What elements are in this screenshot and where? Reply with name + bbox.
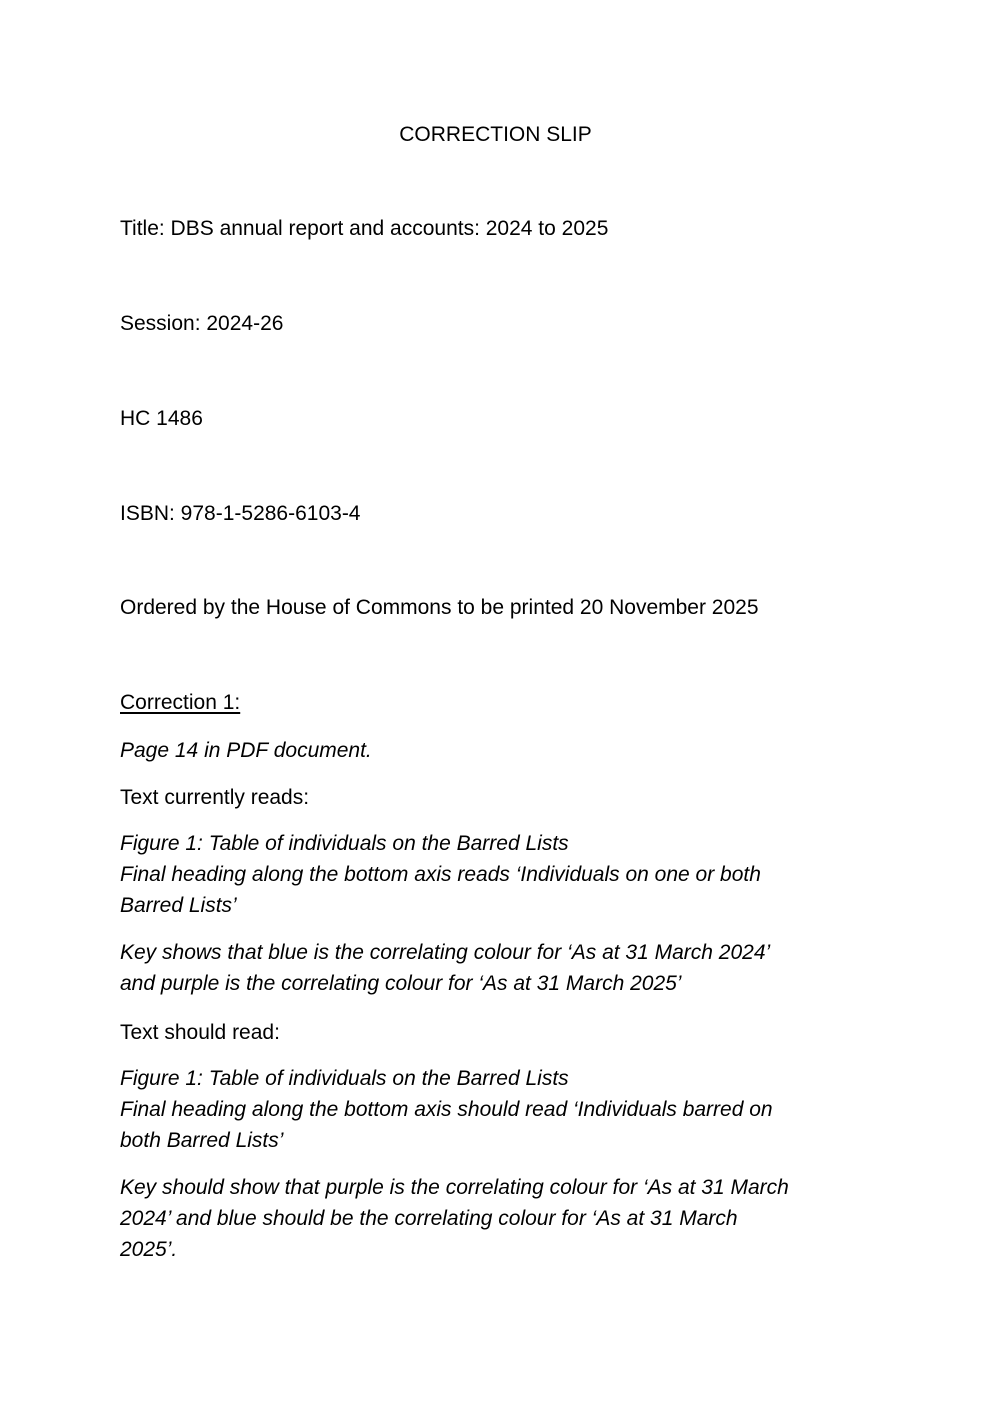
- corrected-figure-caption: Figure 1: Table of individuals on the Barred Lists: [120, 1067, 569, 1090]
- current-text-label: Text currently reads:: [120, 786, 310, 809]
- correction-label: Correction 1:: [120, 691, 241, 714]
- current-figure-caption: Figure 1: Table of individuals on the Barred Lists: [120, 832, 569, 855]
- correction-location: Page 14 in PDF document.: [120, 739, 372, 762]
- corrected-text-block: [120, 1063, 880, 1156]
- hc-number-line: HC 1486: [120, 407, 203, 430]
- ordered-line: Ordered by the House of Commons to be printed 20 November 2025: [120, 596, 759, 619]
- corrected-axis-heading: Final heading along the bottom axis should read ‘Individuals barred on: [120, 1098, 773, 1121]
- current-key-line-2: and purple is the correlating colour for ‘As at 31 March 2025’: [120, 972, 682, 995]
- current-axis-heading-cont: Barred Lists’: [120, 894, 237, 917]
- corrected-key-block: [120, 1172, 880, 1265]
- session-line: Session: 2024-26: [120, 312, 284, 335]
- current-text-block: [120, 828, 880, 921]
- corrected-key-line-1: Key should show that purple is the correlating colour for ‘As at 31 March: [120, 1176, 789, 1199]
- corrected-key-line-3: 2025’.: [120, 1238, 178, 1261]
- page-title: CORRECTION SLIP: [399, 123, 592, 146]
- corrected-key-line-2: 2024’ and blue should be the correlating colour for ‘As at 31 March: [120, 1207, 738, 1230]
- isbn-line: ISBN: 978-1-5286-6103-4: [120, 502, 361, 525]
- corrected-axis-heading-cont: both Barred Lists’: [120, 1129, 284, 1152]
- current-axis-heading: Final heading along the bottom axis reads ‘Individuals on one or both: [120, 863, 761, 886]
- document-title-line: Title: DBS annual report and accounts: 2024 to 2025: [120, 217, 609, 240]
- corrected-text-label: Text should read:: [120, 1021, 280, 1044]
- current-key-block: [120, 937, 880, 999]
- current-key-line-1: Key shows that blue is the correlating colour for ‘As at 31 March 2024’: [120, 941, 771, 964]
